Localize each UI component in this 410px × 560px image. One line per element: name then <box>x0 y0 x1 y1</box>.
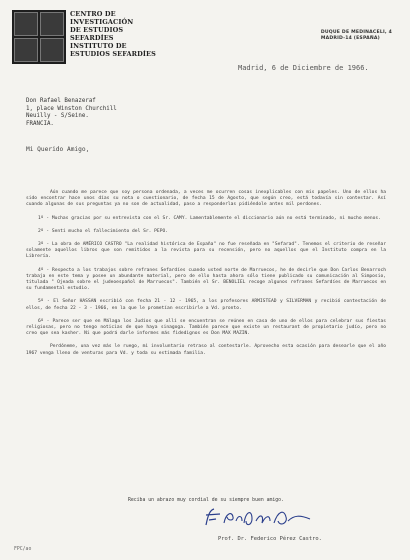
address-line: MADRID-14 (ESPAÑA) <box>320 36 380 41</box>
address-line: DUQUE DE MEDINACELI, 4 <box>320 30 392 35</box>
handwritten-signature <box>200 505 320 531</box>
recipient-city: Neuilly - S/Seine. <box>26 113 89 119</box>
institution-line: DE ESTUDIOS SEFARDÍES <box>70 26 124 42</box>
recipient-country: FRANCIA. <box>26 120 54 127</box>
letterhead-address <box>321 30 392 42</box>
body-paragraph: 3º - La obra de AMÉRICO CASTRO "La realidad histórica de España" no fue reseñada en "Sefarad". Tenemos el criterio de reseñar solamente aquellos libros que son remitidos a la revista para su recensión, pero no aquellos que el Instituto compra en la Librería. <box>26 242 386 260</box>
signer-name: Prof. Dr. Federico Pérez Castro. <box>218 536 322 542</box>
body-paragraph: 6º - Parece ser que en Málaga los Judíos que allí se encuentran se reúnen en casa de uno de ellos para celebrar sus fiestas religiosas, pero no tengo noticias de que haya sinagoga. También parece que existe un restaurant de propietario judío, pero no creo que sea kasher. Ni que podrá darle informes más fidedignos es Don MAX MAZIN. <box>26 318 386 337</box>
body-paragraph: Aún cuando me parece que soy persona ordenada, a veces me ocurren cosas inexplicables con mis papeles. Uno de ellos ha sido encontrar hace unos días su nota o cuestionario, de fecha 15 de Agosto, que según creo, está todavía sin contestar. Así cuando algunas de sus preguntas ya no son de actualidad, paso a responderlas pidiéndole antes mil perdones. <box>26 190 386 208</box>
signature-drawing <box>200 505 320 531</box>
institute-logo <box>12 10 66 64</box>
reference-initials: FPC/ao <box>14 547 32 552</box>
letterhead-institution <box>70 10 165 58</box>
salutation: Mi Querido Amigo, <box>26 146 90 153</box>
logo-quadrant <box>40 12 64 36</box>
recipient-name: Don Rafael Benazeraf <box>26 98 96 104</box>
institution-line: CENTRO DE INVESTIGACIÓN <box>70 10 134 26</box>
logo-quadrant <box>40 38 64 62</box>
body-paragraph: 2º - Sentí mucho el fallecimiento del Sr. PEPO. <box>38 228 168 234</box>
logo-quadrant <box>14 12 38 36</box>
body-paragraph: Perdóneme, una vez más le ruego, mi involuntario retraso al contestarle. Aprovecho esta ocasión para desearle que el año 1967 venga lleno de venturas para Vd. y toda su estimada familia. <box>26 344 386 356</box>
body-paragraph: 4º - Respecto a los trabajos sobre refranes Sefardíes cuando usted norte de Marruecos, he de decirle que Don Carlos Benarroch trabaja en este tema y posee un abundante material, pero de ello hasta ahora sólo tiene publicado su comunicación al Simposio, titulada " Ojeada sobre el judeoespañol de Marruecos". También el Sr. BENOLIEL recoge algunos refranes Sefardíes de Marruecos en su fundamental estudio. <box>26 267 386 292</box>
closing-line: Reciba un abrazo muy cordial de su siempre buen amigo. <box>128 498 284 503</box>
letter-date: Madrid, 6 de Diciembre de 1966. <box>238 64 369 72</box>
body-paragraph: 1º - Muchas gracias por su entrevista con el Sr. CAMY. Lamentablemente el diccionario aún no está terminado, ni mucho menos. <box>38 215 381 221</box>
institution-line: INSTITUTO DE ESTUDIOS SEFARDÍES <box>70 42 156 58</box>
recipient-block <box>26 98 117 128</box>
body-paragraph: 5º - El Señor HASSAN escribió con fecha 21 - 12 - 1965, a los profesores ARMISTEAD y SILVERMAN y recibió contestación de ellos, de fecha 22 - 3 - 1966, en la que le prometían escribirle a Vd. pronto. <box>26 299 386 311</box>
letter-body <box>26 190 386 364</box>
recipient-street: 1, place Winston Churchill <box>26 105 117 112</box>
logo-quadrant <box>14 38 38 62</box>
